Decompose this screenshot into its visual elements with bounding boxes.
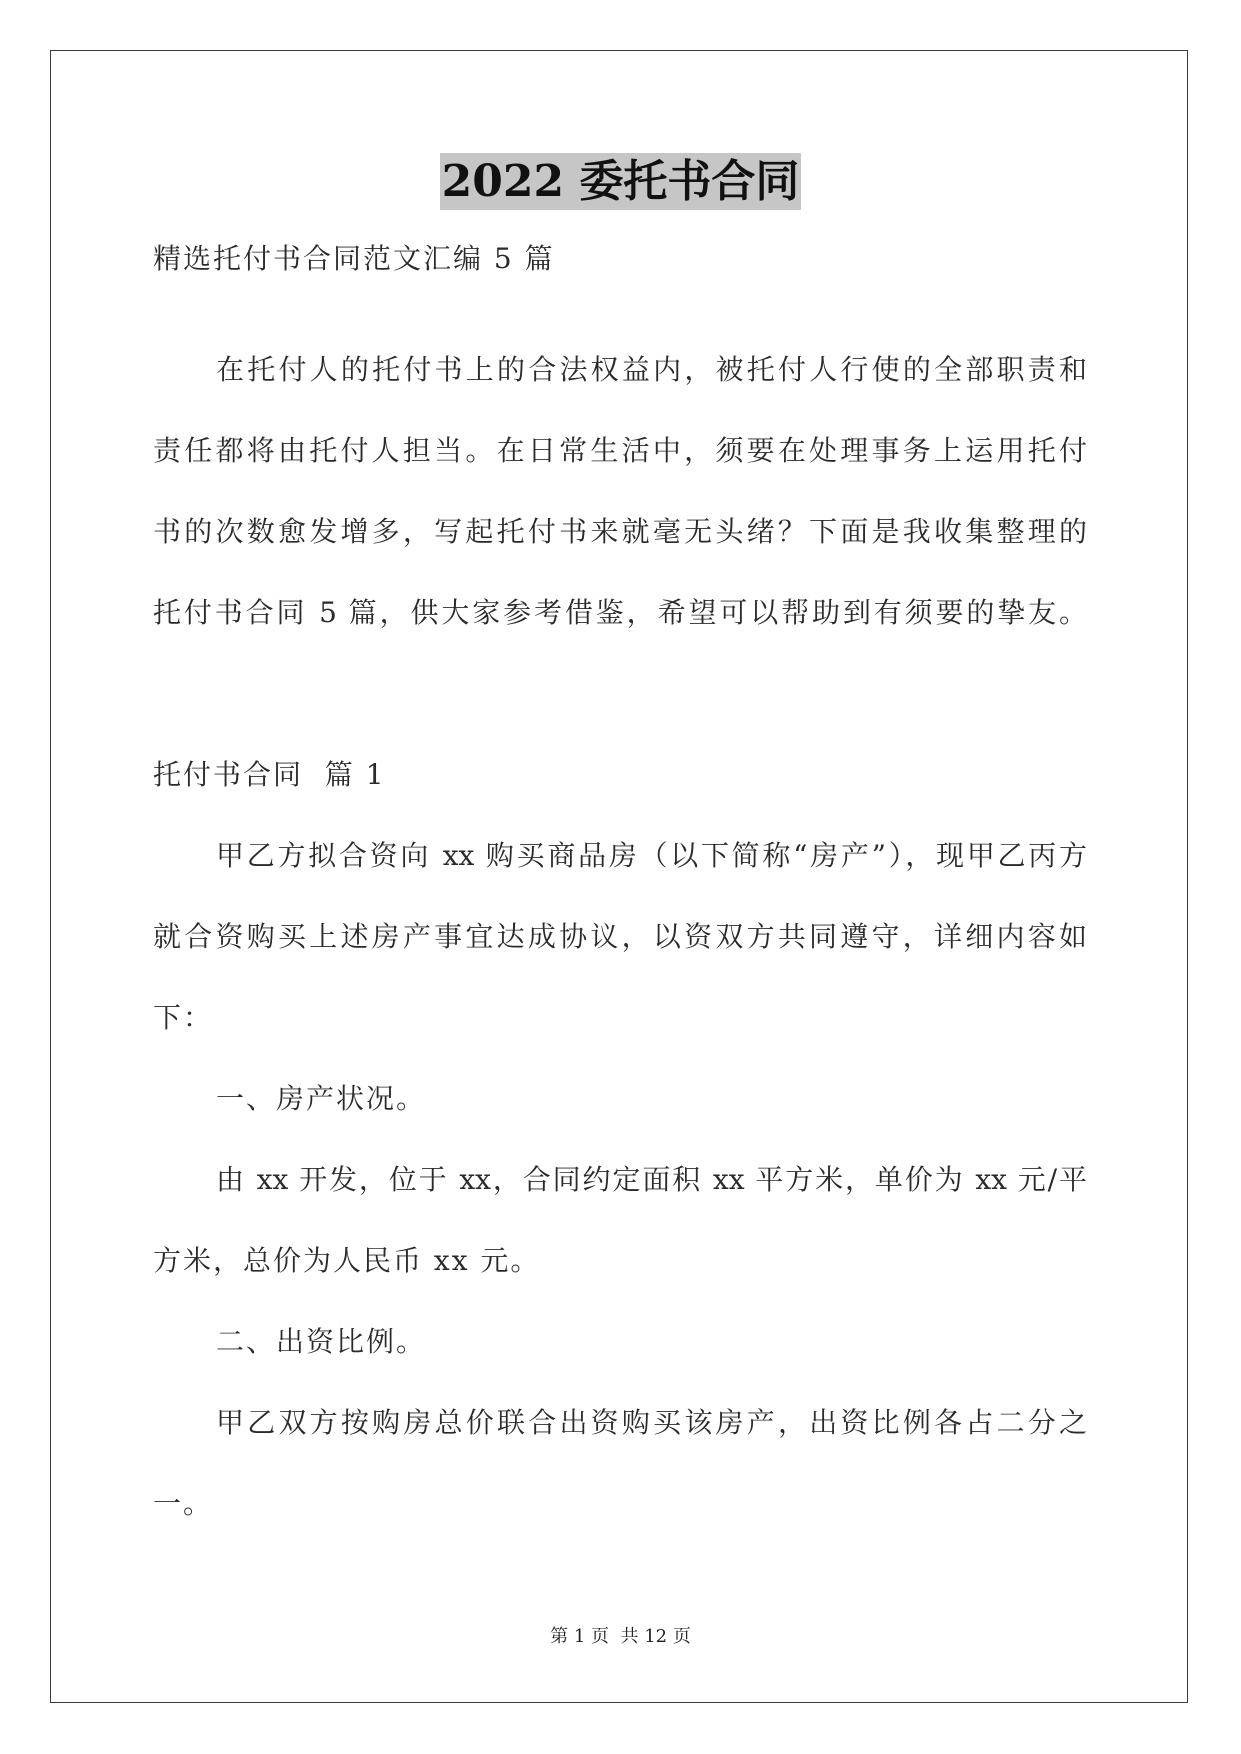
- section-heading: 托付书合同 篇 1: [153, 758, 386, 791]
- blank-line: [153, 653, 1087, 734]
- paragraph-line: 就合资购买上述房产事宜达成协议，以资双方共同遵守，详细内容如: [153, 920, 1087, 953]
- section-body: [153, 815, 1087, 1544]
- paragraph-line: 方米，总价为人民币 xx 元。: [153, 1244, 541, 1277]
- paragraph-line: 书的次数愈发增多，写起托付书来就毫无头绪？下面是我收集整理的: [153, 515, 1087, 548]
- clause-heading: 二、出资比例。: [216, 1325, 427, 1358]
- paragraph-line: 责任都将由托付人担当。在日常生活中，须要在处理事务上运用托付: [153, 434, 1087, 467]
- paragraph-line: 甲乙方拟合资向 xx 购买商品房（以下简称“房产”），现甲乙丙方: [216, 839, 1087, 872]
- paragraph-line: 在托付人的托付书上的合法权益内，被托付人行使的全部职责和: [216, 353, 1087, 386]
- subtitle: 精选托付书合同范文汇编 5 篇: [153, 242, 555, 275]
- document-title: 2022 委托书合同: [440, 153, 802, 210]
- page-footer: 第 1 页 共 12 页: [550, 1626, 691, 1647]
- intro-paragraph: [153, 329, 1087, 653]
- document-body: [153, 218, 1087, 1544]
- paragraph-line: 下：: [153, 1001, 214, 1034]
- paragraph-line: 一。: [153, 1487, 214, 1520]
- paragraph-line: 甲乙双方按购房总价联合出资购买该房产，出资比例各占二分之: [216, 1406, 1087, 1439]
- title-area: [0, 153, 1241, 210]
- paragraph-line: 由 xx 开发，位于 xx，合同约定面积 xx 平方米，单价为 xx 元/平: [216, 1163, 1087, 1196]
- clause-heading: 一、房产状况。: [216, 1082, 427, 1115]
- paragraph-line: 托付书合同 5 篇，供大家参考借鉴，希望可以帮助到有须要的挚友。: [153, 596, 1087, 629]
